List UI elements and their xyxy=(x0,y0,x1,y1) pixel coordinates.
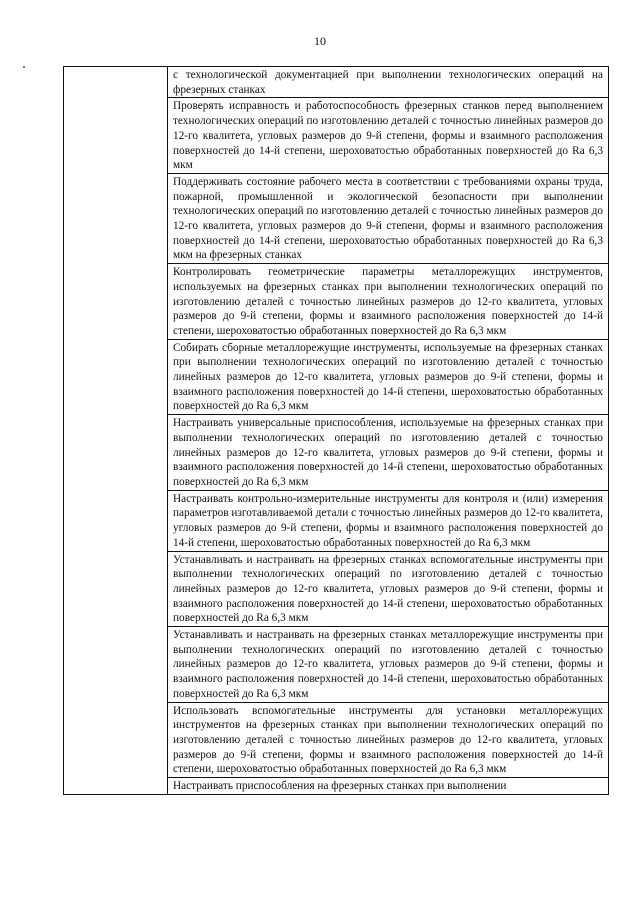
scan-speck xyxy=(23,66,25,68)
skill-cell: Поддерживать состояние рабочего места в соответствии с требованиями охраны труда, пожарной, промышленной и экологической безопасности при выполнении технологических операций по изготовлению деталей с точностью линейных размеров до 12-го квалитета, угловых размеров до 9-й степени, формы и взаимного расположения поверхностей до 14-й степени, шероховатостью обработанных поверхностей до Ra 6,3 мкм на фрезерных станках xyxy=(168,173,609,263)
skill-cell: Устанавливать и настраивать на фрезерных станках вспомогательные инструменты при выполнении технологических операций по изготовлению деталей с точностью линейных размеров до 12-го квалитета, угловых размеров до 9-й степени, формы и взаимного расположения поверхностей до 14-й степени, шероховатостью обработанных поверхностей до Ra 6,3 мкм xyxy=(168,551,609,627)
table-row xyxy=(64,67,609,98)
skill-cell: Настраивать приспособления на фрезерных станках при выполнении xyxy=(168,778,609,795)
skill-cell: Устанавливать и настраивать на фрезерных станках металлорежущие инструменты при выполнении технологических операций по изготовлению деталей с точностью линейных размеров до 12-го квалитета, угловых размеров до 9-й степени, формы и взаимного расположения поверхностей до 14-й степени, шероховатостью обработанных поверхностей до Ra 6,3 мкм xyxy=(168,627,609,703)
skill-cell: Использовать вспомогательные инструменты для установки металлорежущих инструментов на фрезерных станках при выполнении технологических операций по изготовлению деталей с точностью линейных размеров до 12-го квалитета, угловых размеров до 9-й степени, формы и взаимного расположения поверхностей до 14-й степени, шероховатостью обработанных поверхностей до Ra 6,3 мкм xyxy=(168,702,609,778)
skill-cell: Настраивать контрольно-измерительные инструменты для контроля и (или) измерения параметров изготавливаемой детали с точностью линейных размеров до 12-го квалитета, угловых размеров до 9-й степени, формы и взаимного расположения поверхностей до 14-й степени, шероховатостью обработанных поверхностей до Ra 6,3 мкм xyxy=(168,490,609,551)
skill-cell: с технологической документацией при выполнении технологических операций на фрезерных станках xyxy=(168,67,609,98)
skill-cell: Собирать сборные металлорежущие инструменты, используемые на фрезерных станках при выполнении технологических операций по изготовлению деталей с точностью линейных размеров до 12-го квалитета, угловых размеров до 9-й степени, формы и взаимного расположения поверхностей до 14-й степени, шероховатостью обработанных поверхностей до Ra 6,3 мкм xyxy=(168,339,609,415)
skill-cell: Контролировать геометрические параметры металлорежущих инструментов, используемых на фрезерных станках при выполнении технологических операций по изготовлению деталей с точностью линейных размеров до 12-го квалитета, угловых размеров до 9-й степени, формы и взаимного расположения поверхностей до 14-й степени, шероховатостью обработанных поверхностей до Ra 6,3 мкм xyxy=(168,264,609,340)
page-number: 10 xyxy=(314,34,326,48)
skills-table xyxy=(63,66,609,795)
skill-cell: Проверять исправность и работоспособность фрезерных станков перед выполнением технологических операций по изготовлению деталей с точностью линейных размеров до 12-го квалитета, угловых размеров до 9-й степени, формы и взаимного расположения поверхностей до 14-й степени, шероховатостью обработанных поверхностей до Ra 6,3 мкм xyxy=(168,98,609,174)
section-label-cell xyxy=(64,67,168,795)
skill-cell: Настраивать универсальные приспособления, используемые на фрезерных станках при выполнении технологических операций по изготовлению деталей с точностью линейных размеров до 12-го квалитета, угловых размеров до 9-й степени, формы и взаимного расположения поверхностей до 14-й степени, шероховатостью обработанных поверхностей до Ra 6,3 мкм xyxy=(168,415,609,491)
